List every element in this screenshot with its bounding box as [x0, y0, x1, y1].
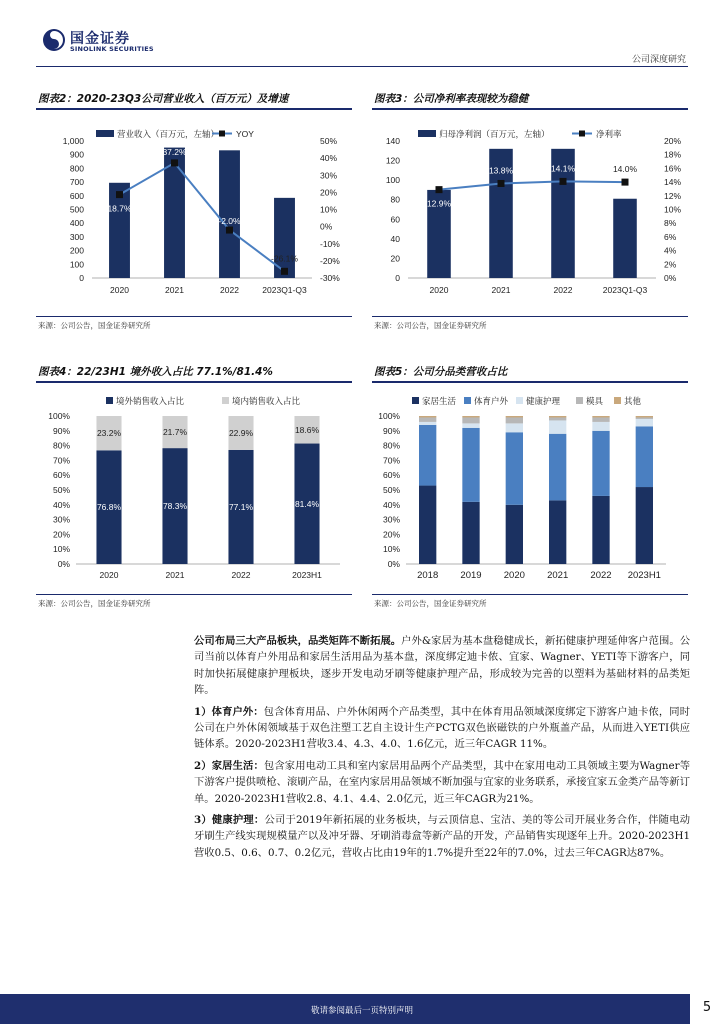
bar [219, 150, 240, 278]
y-left-tick-label: 200 [69, 245, 84, 256]
series-line [120, 163, 285, 271]
x-tick-label: 2021 [165, 570, 185, 580]
y-left-tick-label: 500 [69, 204, 84, 215]
y-left-tick-label: 100 [69, 259, 84, 270]
y-left-tick-label: 0 [79, 273, 84, 283]
x-tick-label: 2021 [165, 285, 184, 295]
stack-segment [636, 487, 653, 564]
segment-data-label: 78.3% [162, 501, 188, 512]
x-tick-label: 2022 [231, 570, 251, 580]
legend-bar-swatch [96, 130, 114, 137]
y-tick-label: 0% [387, 559, 400, 569]
fig5-title: 图表5：公司分品类营收占比 [374, 366, 508, 378]
fig2-title-rule [36, 108, 352, 110]
company-name-cn: 国金证券 [70, 31, 130, 47]
x-tick-label: 2023Q1-Q3 [262, 285, 307, 295]
x-tick-label: 2018 [417, 570, 439, 581]
stack-segment [549, 416, 566, 417]
y-right-tick-label: 2% [664, 259, 677, 270]
paragraph-health-lead: 3）健康护理： [194, 814, 265, 827]
legend-swatch [576, 397, 583, 404]
x-tick-label: 2021 [491, 285, 511, 295]
segment-data-label: 77.1% [228, 501, 254, 512]
x-tick-label: 2020 [503, 570, 525, 581]
legend-line-label: 净利率 [596, 129, 622, 139]
stack-segment [506, 416, 523, 417]
legend-swatch [614, 397, 621, 404]
paragraph-overview [194, 633, 690, 699]
y-right-tick-label: 10% [664, 204, 682, 215]
line-marker [622, 179, 629, 186]
line-marker [281, 268, 288, 275]
y-tick-label: 50% [382, 485, 400, 495]
y-tick-label: 70% [52, 455, 70, 466]
stack-segment [592, 417, 609, 421]
paragraph-health [194, 812, 690, 861]
stack-segment [592, 416, 609, 417]
legend-swatch [412, 397, 419, 404]
x-tick-label: 2019 [460, 570, 482, 581]
series-line [439, 181, 625, 189]
stack-segment [549, 420, 566, 433]
paragraph-overview-lead: 公司布局三大产品板块，品类矩阵不断拓展。 [194, 635, 402, 647]
y-left-tick-label: 80 [390, 194, 400, 205]
x-tick-label: 2022 [590, 570, 612, 581]
y-right-tick-label: 30% [320, 170, 338, 181]
y-tick-label: 0% [57, 559, 70, 569]
paragraph-sports-lead: 1）体育户外： [194, 705, 264, 718]
revenue-chart [36, 118, 354, 304]
fig4-source: 来源：公司公告，国金证券研究所 [38, 599, 151, 608]
stack-segment [506, 432, 523, 505]
x-tick-label: 2020 [99, 570, 119, 580]
y-left-tick-label: 600 [69, 190, 84, 201]
paragraph-health-text: 公司于2019年新拓展的业务板块，与云顶信息、宝洁、美的等公司开展业务合作，伴随电动牙刷生产线实现规模量产以及冲牙器、牙刷消毒盒等新产品的开发，产品销售实现逐年上升。2020-2023H1营收0.5、0.6、0.7、0.2亿元，营收占比由19年的1.7%提升至22年的7.0%，过去三年CAGR达87%。 [194, 814, 690, 859]
y-tick-label: 10% [52, 544, 70, 555]
line-data-label: 13.8% [488, 165, 514, 176]
y-right-tick-label: -20% [320, 255, 340, 266]
stack-segment [592, 431, 609, 496]
segment-data-label: 81.4% [294, 498, 320, 509]
y-right-tick-label: 16% [664, 163, 682, 174]
line-data-label: 12.9% [426, 198, 452, 209]
sinolink-logo-icon [42, 28, 66, 52]
y-tick-label: 60% [52, 470, 70, 481]
legend-swatch [464, 397, 471, 404]
x-tick-label: 2023Q1-Q3 [602, 285, 648, 295]
y-tick-label: 40% [52, 499, 70, 510]
region-share-chart [36, 389, 354, 585]
header-divider [36, 66, 688, 67]
y-left-tick-label: 100 [385, 175, 400, 186]
stack-segment [462, 428, 479, 502]
fig4-source-rule [36, 594, 352, 595]
fig3-title: 图表3：公司净利率表现较为稳健 [374, 93, 529, 105]
line-marker [560, 178, 567, 185]
segment-data-label: 76.8% [96, 502, 122, 513]
stack-segment [419, 486, 436, 564]
y-left-tick-label: 20 [390, 253, 400, 264]
x-tick-label: 2020 [429, 285, 449, 295]
y-right-tick-label: 8% [664, 218, 677, 229]
y-right-tick-label: 20% [320, 187, 338, 198]
stack-segment [419, 416, 436, 417]
legend-bar-label: 归母净利润（百万元，左轴） [439, 129, 550, 139]
y-left-tick-label: 140 [385, 136, 400, 146]
line-data-label: 14.0% [612, 164, 638, 175]
segment-data-label: 22.9% [228, 427, 254, 438]
fig2-title: 图表2：2020-23Q3公司营业收入（百万元）及增速 [38, 93, 289, 105]
legend-swatch [222, 397, 229, 404]
legend-label: 模具 [586, 396, 604, 406]
body-text [194, 633, 690, 866]
y-left-tick-label: 800 [69, 163, 84, 174]
line-marker [436, 186, 443, 193]
stack-segment [462, 502, 479, 564]
page-number: 5 [702, 1000, 712, 1015]
line-marker [171, 159, 178, 166]
legend-label: 健康护理 [526, 396, 561, 406]
fig5-source: 来源：公司公告，国金证券研究所 [374, 599, 487, 608]
y-tick-label: 90% [52, 425, 70, 436]
paragraph-home [194, 758, 690, 807]
line-data-label: -26.1% [271, 253, 298, 264]
y-tick-label: 100% [378, 411, 400, 421]
stack-segment [636, 426, 653, 487]
fig3-source: 来源：公司公告，国金证券研究所 [374, 321, 487, 330]
stack-segment [592, 496, 609, 564]
legend-label: 体育户外 [474, 396, 509, 406]
segment-data-label: 21.7% [162, 427, 188, 438]
y-right-tick-label: 10% [320, 204, 338, 215]
line-data-label: 18.7% [107, 203, 132, 214]
stack-segment [419, 425, 436, 486]
line-marker [226, 227, 233, 234]
stack-segment [462, 423, 479, 427]
paragraph-overview-text: 户外&家居为基本盘稳健成长，新拓健康护理延伸客户范围。公司当前以体育户外用品和家居生活用品为基本盘，深度绑定迪卡侬、宜家、Wagner、YETI等下游客户，同时加快拓展健康护理板块，逐步开发电动牙刷等健康护理产品，形成较为完善的以塑料为基础材料的品类矩阵。 [194, 635, 691, 697]
fig4-title: 图表4：22/23H1 境外收入占比 77.1%/81.4% [38, 366, 273, 378]
stack-segment [419, 422, 436, 425]
y-right-tick-label: 6% [664, 231, 677, 242]
legend-label: 境内销售收入占比 [232, 396, 301, 406]
y-right-tick-label: 0% [664, 273, 677, 283]
fig2-source: 来源：公司公告，国金证券研究所 [38, 321, 151, 330]
legend-label: 境外销售收入占比 [116, 396, 185, 406]
legend-label: 其他 [624, 396, 642, 406]
y-left-tick-label: 60 [390, 214, 400, 225]
y-left-tick-label: 300 [69, 231, 84, 242]
legend-line-marker [579, 131, 585, 137]
company-name-en: SINOLINK SECURITIES [70, 45, 154, 53]
y-tick-label: 60% [382, 470, 400, 481]
x-tick-label: 2022 [220, 285, 239, 295]
y-tick-label: 40% [382, 499, 400, 510]
stack-segment [549, 417, 566, 420]
line-data-label: 14.1% [550, 163, 576, 174]
y-tick-label: 90% [382, 425, 400, 436]
x-tick-label: 2021 [547, 570, 569, 581]
y-tick-label: 10% [382, 544, 400, 555]
y-right-tick-label: -30% [320, 273, 340, 283]
y-left-tick-label: 40 [390, 233, 400, 244]
y-right-tick-label: 20% [664, 136, 682, 146]
bar [613, 199, 637, 278]
segment-data-label: 18.6% [294, 424, 320, 435]
x-tick-label: 2023H1 [292, 570, 322, 580]
stack-segment [549, 500, 566, 564]
stack-segment [636, 419, 653, 426]
y-tick-label: 80% [52, 440, 70, 451]
legend-bar-swatch [418, 130, 436, 137]
x-tick-label: 2023H1 [627, 570, 661, 581]
y-tick-label: 20% [382, 529, 400, 540]
stack-segment [592, 422, 609, 431]
paragraph-home-text: 包含家用电动工具和室内家居用品两个产品类型，其中在家用电动工具领域主要为Wagner等下游客户提供喷枪、滚刷产品，在室内家居用品领域不断加强与宜家的业务联系，承接宜家五金类产品等新订单。2020-2023H1营收2.8、4.1、4.4、2.0亿元，近三年CAGR为21%。 [194, 759, 690, 805]
paragraph-home-lead: 2）家居生活： [194, 759, 264, 772]
y-left-tick-label: 120 [385, 155, 400, 166]
y-right-tick-label: 18% [664, 149, 682, 160]
y-right-tick-label: 50% [320, 136, 338, 146]
y-right-tick-label: -10% [320, 238, 340, 249]
y-left-tick-label: 700 [69, 177, 84, 188]
stack-segment [549, 434, 566, 501]
x-tick-label: 2020 [110, 285, 129, 295]
stack-segment [506, 417, 523, 423]
line-marker [498, 180, 505, 187]
y-right-tick-label: 12% [664, 190, 682, 201]
legend-swatch [516, 397, 523, 404]
legend-bar-label: 营业收入（百万元，左轴） [117, 129, 220, 139]
fig3-source-rule [372, 316, 688, 317]
y-tick-label: 30% [52, 514, 70, 525]
y-left-tick-label: 900 [69, 149, 84, 160]
legend-line-label: YOY [236, 129, 254, 139]
y-left-tick-label: 0 [395, 273, 400, 283]
fig5-source-rule [372, 594, 688, 595]
y-tick-label: 80% [382, 440, 400, 451]
stack-segment [462, 417, 479, 423]
paragraph-sports [194, 704, 690, 753]
stack-segment [506, 423, 523, 432]
y-left-tick-label: 1,000 [62, 136, 84, 146]
line-data-label: -2.0% [218, 216, 241, 227]
y-left-tick-label: 400 [69, 218, 84, 229]
stack-segment [636, 416, 653, 417]
stack-segment [506, 505, 523, 564]
footer-disclaimer: 敬请参阅最后一页特别声明 [310, 1006, 413, 1016]
y-tick-label: 100% [48, 411, 70, 421]
legend-label: 家居生活 [422, 396, 457, 406]
y-right-tick-label: 0% [320, 221, 333, 232]
report-type: 公司深度研究 [631, 55, 686, 65]
x-tick-label: 2022 [553, 285, 573, 295]
category-share-chart [372, 389, 690, 585]
net-margin-chart [372, 118, 690, 304]
stack-segment [462, 416, 479, 417]
y-right-tick-label: 40% [320, 153, 338, 164]
fig3-title-rule [372, 108, 688, 110]
y-tick-label: 30% [382, 514, 400, 525]
fig5-title-rule [372, 381, 688, 383]
y-tick-label: 50% [52, 485, 70, 495]
line-marker [116, 191, 123, 198]
y-tick-label: 20% [52, 529, 70, 540]
legend-swatch [106, 397, 113, 404]
legend-line-marker [219, 131, 225, 137]
paragraph-sports-text: 包含体育用品、户外休闲两个产品类型，其中在体育用品领域深度绑定下游客户迪卡侬，同时公司在户外休闲领域基于双色注塑工艺自主设计生产PCTG双色嵌磁铁的户外瓶盖产品，从而进入YETI供应链体系。2020-2023H1营收3.4、4.3、4.0、1.6亿元，近三年CAGR 11%。 [194, 705, 690, 751]
y-tick-label: 70% [382, 455, 400, 466]
y-right-tick-label: 14% [664, 177, 682, 188]
fig4-title-rule [36, 381, 352, 383]
y-right-tick-label: 4% [664, 245, 677, 256]
segment-data-label: 23.2% [96, 428, 122, 439]
stack-segment [419, 417, 436, 421]
line-data-label: 37.2% [162, 146, 187, 157]
stack-segment [636, 417, 653, 418]
fig2-source-rule [36, 316, 352, 317]
page-header [0, 0, 724, 70]
